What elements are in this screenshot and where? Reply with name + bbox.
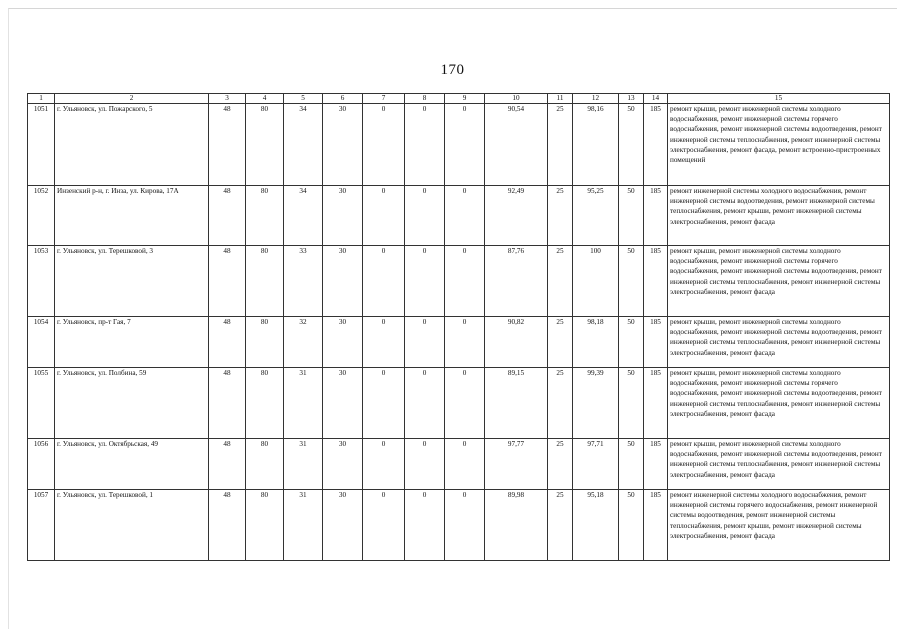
table-cell: 185	[644, 186, 668, 246]
row-number: 1054	[28, 317, 55, 368]
row-number: 1057	[28, 490, 55, 561]
table-cell: 0	[445, 439, 485, 490]
table-cell: 95,25	[573, 186, 619, 246]
table-cell: 185	[644, 439, 668, 490]
address-cell: г. Ульяновск, ул. Полбина, 59	[55, 368, 209, 439]
table-cell: 48	[209, 368, 246, 439]
column-header: 14	[644, 94, 668, 104]
table-cell: 50	[619, 186, 644, 246]
table-cell: 185	[644, 368, 668, 439]
table-cell: 0	[405, 490, 445, 561]
table-cell: 185	[644, 246, 668, 317]
table-row	[28, 246, 890, 317]
table-cell: 25	[548, 104, 573, 186]
address-cell: г. Ульяновск, ул. Пожарского, 5	[55, 104, 209, 186]
table-cell: 0	[363, 317, 405, 368]
column-header: 2	[55, 94, 209, 104]
table-cell: 31	[284, 490, 323, 561]
table-cell: 48	[209, 490, 246, 561]
table-cell: 99,39	[573, 368, 619, 439]
header-row	[28, 94, 890, 104]
table-cell: 98,16	[573, 104, 619, 186]
table-cell: 80	[246, 104, 284, 186]
table-cell: 0	[363, 186, 405, 246]
column-header: 4	[246, 94, 284, 104]
table-cell: 0	[363, 368, 405, 439]
table-cell: 50	[619, 368, 644, 439]
column-header: 12	[573, 94, 619, 104]
table-cell: 0	[445, 317, 485, 368]
row-number: 1051	[28, 104, 55, 186]
table-cell: 185	[644, 490, 668, 561]
table-row	[28, 186, 890, 246]
table-cell: 48	[209, 104, 246, 186]
table-cell: 0	[363, 439, 405, 490]
table-cell: 0	[445, 368, 485, 439]
table-cell: 89,15	[485, 368, 548, 439]
table-cell: 98,18	[573, 317, 619, 368]
table-cell: 33	[284, 246, 323, 317]
works-cell: ремонт инженерной системы холодного водоснабжения, ремонт инженерной системы горячего водоснабжения, ремонт инженерной системы водоотведения, ремонт инженерной системы теплоснабжения, ремонт крыши, ремонт инженерной системы электроснабжения, ремонт фасада	[668, 490, 890, 561]
works-cell: ремонт крыши, ремонт инженерной системы холодного водоснабжения, ремонт инженерной системы горячего водоснабжения, ремонт инженерной системы водоотведения, ремонт инженерной системы теплоснабжения, ремонт инженерной системы электроснабжения, ремонт фасада	[668, 246, 890, 317]
table-cell: 25	[548, 439, 573, 490]
address-cell: г. Ульяновск, пр-т Гая, 7	[55, 317, 209, 368]
table-cell: 25	[548, 186, 573, 246]
table-cell: 31	[284, 439, 323, 490]
works-cell: ремонт крыши, ремонт инженерной системы холодного водоснабжения, ремонт инженерной системы водоотведения, ремонт инженерной системы теплоснабжения, ремонт инженерной системы электроснабжения, ремонт фасада	[668, 317, 890, 368]
registry-table	[27, 93, 890, 561]
table-cell: 0	[363, 104, 405, 186]
table-cell: 80	[246, 246, 284, 317]
column-header: 3	[209, 94, 246, 104]
table-cell: 25	[548, 317, 573, 368]
column-header: 11	[548, 94, 573, 104]
works-cell: ремонт крыши, ремонт инженерной системы холодного водоснабжения, ремонт инженерной системы горячего водоснабжения, ремонт инженерной системы водоотведения, ремонт инженерной системы теплоснабжения, ремонт инженерной системы электроснабжения, ремонт фасада, ремонт встроенно-пристроенных помещений	[668, 104, 890, 186]
column-header: 6	[323, 94, 363, 104]
table-cell: 185	[644, 104, 668, 186]
table-cell: 0	[363, 490, 405, 561]
table-cell: 34	[284, 186, 323, 246]
table-cell: 0	[445, 246, 485, 317]
column-header: 8	[405, 94, 445, 104]
works-cell: ремонт инженерной системы холодного водоснабжения, ремонт инженерной системы водоотведения, ремонт инженерной системы теплоснабжения, ремонт крыши, ремонт инженерной системы электроснабжения, ремонт фасада	[668, 186, 890, 246]
table-cell: 0	[405, 439, 445, 490]
table-cell: 30	[323, 368, 363, 439]
table-cell: 48	[209, 439, 246, 490]
table-cell: 50	[619, 490, 644, 561]
table-cell: 30	[323, 439, 363, 490]
table-cell: 80	[246, 368, 284, 439]
row-number: 1056	[28, 439, 55, 490]
table-cell: 25	[548, 246, 573, 317]
table-cell: 0	[405, 186, 445, 246]
table-cell: 97,77	[485, 439, 548, 490]
table-cell: 25	[548, 368, 573, 439]
table-cell: 0	[445, 186, 485, 246]
table-cell: 32	[284, 317, 323, 368]
table-cell: 30	[323, 186, 363, 246]
address-cell: г. Ульяновск, ул. Терешковой, 3	[55, 246, 209, 317]
table-cell: 25	[548, 490, 573, 561]
table-row	[28, 490, 890, 561]
table-cell: 50	[619, 317, 644, 368]
table-cell: 80	[246, 439, 284, 490]
table-cell: 100	[573, 246, 619, 317]
table-cell: 31	[284, 368, 323, 439]
row-number: 1053	[28, 246, 55, 317]
table-row	[28, 317, 890, 368]
table-row	[28, 368, 890, 439]
table-cell: 95,18	[573, 490, 619, 561]
table-cell: 50	[619, 246, 644, 317]
column-header: 13	[619, 94, 644, 104]
address-cell: г. Ульяновск, ул. Терешковой, 1	[55, 490, 209, 561]
row-number: 1055	[28, 368, 55, 439]
column-header: 9	[445, 94, 485, 104]
row-number: 1052	[28, 186, 55, 246]
column-header: 10	[485, 94, 548, 104]
works-cell: ремонт крыши, ремонт инженерной системы холодного водоснабжения, ремонт инженерной системы водоотведения, ремонт инженерной системы теплоснабжения, ремонт инженерной системы электроснабжения, ремонт фасада	[668, 439, 890, 490]
column-header: 5	[284, 94, 323, 104]
table-cell: 0	[445, 490, 485, 561]
page-number: 170	[440, 62, 465, 78]
table-cell: 48	[209, 246, 246, 317]
table-cell: 87,76	[485, 246, 548, 317]
table-cell: 92,49	[485, 186, 548, 246]
works-cell: ремонт крыши, ремонт инженерной системы холодного водоснабжения, ремонт инженерной системы горячего водоснабжения, ремонт инженерной системы водоотведения, ремонт инженерной системы теплоснабжения, ремонт инженерной системы электроснабжения, ремонт фасада	[668, 368, 890, 439]
table-cell: 97,71	[573, 439, 619, 490]
table-cell: 80	[246, 317, 284, 368]
table-cell: 0	[405, 246, 445, 317]
table-cell: 80	[246, 186, 284, 246]
table-cell: 30	[323, 104, 363, 186]
table-cell: 30	[323, 317, 363, 368]
table-cell: 50	[619, 439, 644, 490]
table-cell: 30	[323, 490, 363, 561]
table-cell: 0	[405, 368, 445, 439]
table-cell: 0	[405, 317, 445, 368]
table-cell: 30	[323, 246, 363, 317]
table-cell: 185	[644, 317, 668, 368]
column-header: 7	[363, 94, 405, 104]
table-cell: 0	[405, 104, 445, 186]
table-row	[28, 439, 890, 490]
table-cell: 90,82	[485, 317, 548, 368]
table-cell: 89,98	[485, 490, 548, 561]
table-cell: 48	[209, 186, 246, 246]
table-cell: 80	[246, 490, 284, 561]
table-cell: 48	[209, 317, 246, 368]
column-header: 15	[668, 94, 890, 104]
address-cell: Инзенский р-н, г. Инза, ул. Кирова, 17А	[55, 186, 209, 246]
table-cell: 0	[445, 104, 485, 186]
table-row	[28, 104, 890, 186]
table-cell: 50	[619, 104, 644, 186]
address-cell: г. Ульяновск, ул. Октябрьская, 49	[55, 439, 209, 490]
table-cell: 90,54	[485, 104, 548, 186]
table-cell: 0	[363, 246, 405, 317]
table-cell: 34	[284, 104, 323, 186]
column-header: 1	[28, 94, 55, 104]
